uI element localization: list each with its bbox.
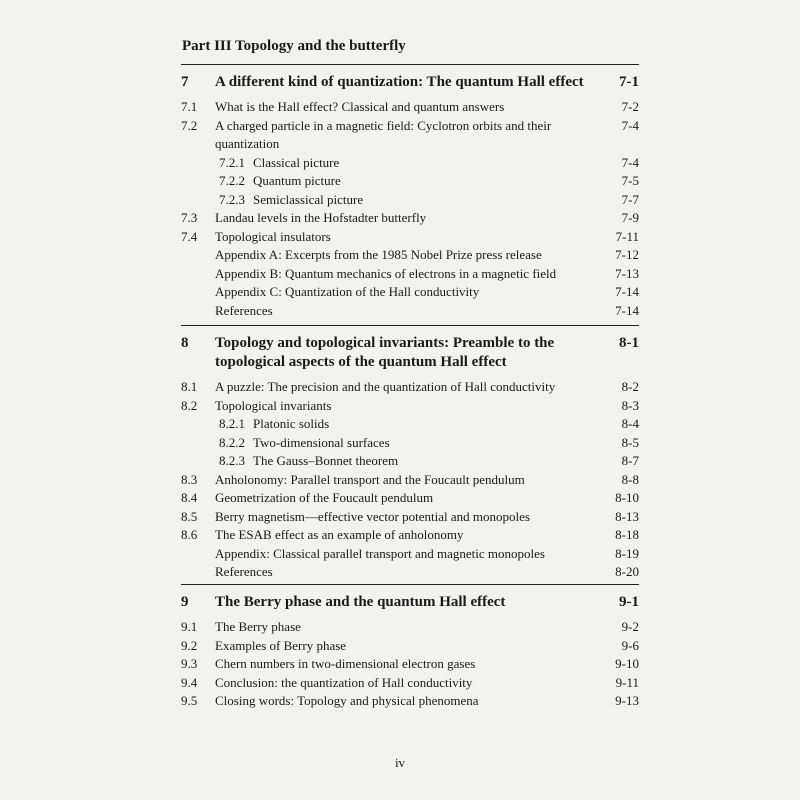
chapter-heading xyxy=(181,326,639,378)
toc-section-row xyxy=(181,98,639,117)
entry-page: 7-14 xyxy=(615,284,639,299)
part-heading: Part III Topology and the butterfly xyxy=(182,38,406,54)
toc-section-row xyxy=(181,302,639,321)
entry-title: References xyxy=(215,302,273,318)
chapter-title: Topology and topological invariants: Preamble to the topological aspects of the quantum Hall effect xyxy=(215,335,555,370)
entry-page: 8-7 xyxy=(621,453,639,468)
toc-subsection-row xyxy=(181,154,639,173)
toc-section-row xyxy=(181,228,639,247)
entry-number: 8.5 xyxy=(181,508,198,524)
toc-section-row xyxy=(181,117,639,154)
entry-page: 8-13 xyxy=(615,508,639,524)
toc-subsection-row xyxy=(181,415,639,434)
entry-page: 8-8 xyxy=(621,471,639,487)
entry-title: Topological invariants xyxy=(215,397,332,413)
entry-page: 8-3 xyxy=(621,397,639,413)
entry-page: 9-6 xyxy=(621,637,639,653)
entry-title: The Gauss–Bonnet theorem xyxy=(253,453,399,468)
entry-title: Classical picture xyxy=(253,154,340,170)
entry-page: 7-5 xyxy=(621,173,639,188)
entry-number: 8.2 xyxy=(181,397,198,413)
toc-section-row xyxy=(181,508,639,527)
toc-section-row xyxy=(181,674,639,693)
toc-subsection-row xyxy=(181,434,639,453)
entry-number: 9.2 xyxy=(181,637,198,653)
entry-page: 7-12 xyxy=(615,247,639,262)
entry-page: 8-18 xyxy=(615,527,639,542)
entry-page: 9-11 xyxy=(615,674,639,690)
entry-title: Quantum picture xyxy=(253,173,341,188)
entry-page: 8-2 xyxy=(621,379,639,394)
toc-section-row xyxy=(181,378,639,397)
entry-number: 7.2 xyxy=(181,117,198,133)
chapter-number: 9 xyxy=(181,594,189,610)
entry-page: 7-2 xyxy=(621,99,639,114)
entry-number: 8.6 xyxy=(181,527,198,542)
entry-number: 8.2.2 xyxy=(219,434,245,450)
entry-title: What is the Hall effect? Classical and quantum answers xyxy=(215,99,505,114)
entry-title: Closing words: Topology and physical phenomena xyxy=(215,693,479,708)
entry-title: A puzzle: The precision and the quantization of Hall conductivity xyxy=(215,379,556,394)
page-folio: iv xyxy=(394,755,406,770)
entry-title: References xyxy=(215,564,273,579)
entry-title: Anholonomy: Parallel transport and the Foucault pendulum xyxy=(215,471,525,487)
chapter-number: 7 xyxy=(181,74,189,90)
entry-page: 9-13 xyxy=(615,693,639,708)
entry-number: 8.3 xyxy=(181,471,198,487)
entry-title: Chern numbers in two-dimensional electron gases xyxy=(215,656,476,671)
entry-number: 9.1 xyxy=(181,619,198,634)
toc-section-row xyxy=(181,545,639,564)
entry-page: 7-4 xyxy=(621,117,639,133)
chapter-page: 8-1 xyxy=(619,335,639,351)
toc-subsection-row xyxy=(181,172,639,191)
entry-page: 7-11 xyxy=(615,228,639,244)
toc-section-row xyxy=(181,563,639,582)
chapter-heading xyxy=(181,65,639,98)
entry-title: The ESAB effect as an example of anholonomy xyxy=(215,527,464,542)
entry-title: Appendix C: Quantization of the Hall conductivity xyxy=(215,284,480,299)
entry-title: Topological insulators xyxy=(215,228,331,244)
chapter-page: 7-1 xyxy=(619,74,639,90)
entry-title: Berry magnetism—effective vector potential and monopoles xyxy=(215,508,530,524)
entry-title: Two-dimensional surfaces xyxy=(253,434,390,450)
toc-section-row xyxy=(181,655,639,674)
entry-number: 9.5 xyxy=(181,693,198,708)
entry-number: 8.1 xyxy=(181,379,198,394)
toc-section-row xyxy=(181,397,639,416)
entry-number: 7.2.2 xyxy=(219,173,245,188)
entry-number: 8.2.1 xyxy=(219,416,245,431)
entry-title: Appendix B: Quantum mechanics of electrons in a magnetic field xyxy=(215,265,557,281)
entry-title: Semiclassical picture xyxy=(253,191,364,207)
toc-section-row xyxy=(181,471,639,490)
entry-page: 8-19 xyxy=(615,545,639,561)
entry-number: 7.2.3 xyxy=(219,191,245,207)
chapter-9-block xyxy=(181,584,639,711)
toc-section-row xyxy=(181,489,639,508)
entry-number: 8.4 xyxy=(181,490,198,505)
entry-page: 8-10 xyxy=(615,490,639,505)
chapter-7-block xyxy=(181,64,639,320)
toc-section-row xyxy=(181,637,639,656)
entry-page: 8-5 xyxy=(621,434,639,450)
entry-number: 7.4 xyxy=(181,228,198,244)
entry-page: 7-4 xyxy=(621,154,639,170)
entry-title: The Berry phase xyxy=(215,619,301,634)
entry-page: 7-7 xyxy=(621,191,639,207)
toc-section-row xyxy=(181,526,639,545)
entry-title: Geometrization of the Foucault pendulum xyxy=(215,490,434,505)
chapter-8-block xyxy=(181,325,639,582)
entry-title: Appendix: Classical parallel transport and magnetic monopoles xyxy=(215,545,545,561)
entry-title: Examples of Berry phase xyxy=(215,637,347,653)
toc-section-row xyxy=(181,265,639,284)
entry-number: 7.2.1 xyxy=(219,154,245,170)
chapter-page: 9-1 xyxy=(619,594,639,610)
chapter-number: 8 xyxy=(181,335,189,351)
entry-page: 7-13 xyxy=(615,265,639,281)
toc-section-row xyxy=(181,283,639,302)
entry-number: 8.2.3 xyxy=(219,453,245,468)
entry-number: 9.4 xyxy=(181,674,198,690)
toc-section-row xyxy=(181,618,639,637)
entry-number: 9.3 xyxy=(181,656,198,671)
entry-title: Appendix A: Excerpts from the 1985 Nobel Prize press release xyxy=(215,247,542,262)
entry-title: A charged particle in a magnetic field: Cyclotron orbits and their quantization xyxy=(215,117,552,151)
toc-subsection-row xyxy=(181,191,639,210)
entry-page: 8-4 xyxy=(621,416,639,431)
toc-section-row xyxy=(181,209,639,228)
toc-section-row xyxy=(181,692,639,711)
toc-section-row xyxy=(181,246,639,265)
entry-title: Conclusion: the quantization of Hall conductivity xyxy=(215,674,473,690)
chapter-title: The Berry phase and the quantum Hall effect xyxy=(215,594,506,610)
entry-page: 8-20 xyxy=(615,564,639,579)
entry-page: 9-2 xyxy=(621,619,639,634)
chapter-heading xyxy=(181,585,639,618)
entry-number: 7.3 xyxy=(181,210,198,225)
entry-page: 9-10 xyxy=(615,656,639,671)
entry-number: 7.1 xyxy=(181,99,198,114)
chapter-title: A different kind of quantization: The quantum Hall effect xyxy=(215,74,584,90)
entry-page: 7-9 xyxy=(621,210,639,225)
entry-title: Landau levels in the Hofstadter butterfly xyxy=(215,210,427,225)
toc-subsection-row xyxy=(181,452,639,471)
entry-title: Platonic solids xyxy=(253,416,330,431)
entry-page: 7-14 xyxy=(615,302,639,318)
